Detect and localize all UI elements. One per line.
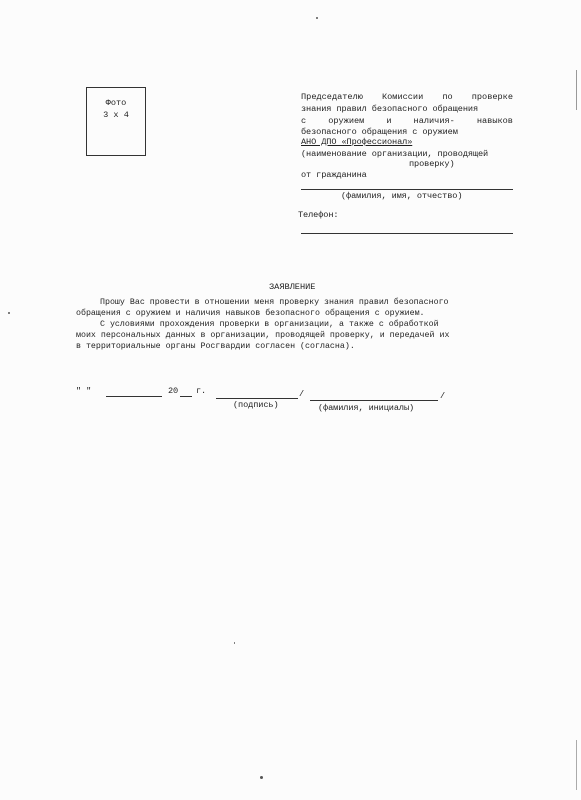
from-citizen-label: от гражданина [301,170,367,180]
citizen-name-line[interactable] [301,189,513,190]
phone-label: Телефон: [298,210,339,220]
header-text: оружием [328,116,365,126]
separator-slash: / [299,389,305,399]
scan-speck [234,642,235,644]
citizen-name-caption: (фамилия, имя, отчество) [341,191,463,201]
header-text: навыков [476,116,513,126]
header-text: с [301,116,307,126]
photo-label: Фото [105,98,127,108]
header-line-1 [301,92,513,102]
year-digits-line[interactable] [180,396,192,397]
signature-caption: (подпись) [233,400,279,410]
photo-size-label: 3 х 4 [103,110,129,120]
date-quote-marks: " " [76,386,92,396]
statement-title: ЗАЯВЛЕНИЕ [269,282,316,292]
scan-speck [260,776,263,779]
organization-caption-2: проверку) [409,159,455,169]
header-text: наличия- [413,116,455,126]
paragraph-1-line-2: обращения с оружием и наличия навыков безопасного обращения с оружием. [76,309,425,318]
organization-caption: (наименование организации, проводящей [301,149,489,159]
header-line-2: знания правил безопасного обращения [301,104,478,114]
date-month-line[interactable] [106,396,162,397]
year-prefix: 20 [168,386,179,396]
scan-speck [8,312,10,314]
photo-placeholder-box [86,87,146,156]
name-initials-line[interactable] [310,400,438,401]
paragraph-2-line-2: моих персональных данных в организации, проводящей проверку, и передачей их [76,331,450,340]
header-text: по [442,92,453,102]
header-text: Председателю [301,92,363,102]
paragraph-2-line-3: в территориальные органы Росгвардии согласен (согласна). [76,342,355,351]
paragraph-2-line-1: С условиями прохождения проверки в организации, а также с обработкой [100,320,439,329]
phone-line[interactable] [301,233,513,234]
header-text: Комиссии [381,92,424,102]
separator-slash: / [440,391,446,401]
signature-line[interactable] [216,398,298,399]
paragraph-1-line-1: Прошу Вас провести в отношении меня проверку знания правил безопасного [100,298,449,307]
scan-edge-mark [576,740,577,790]
scan-edge-mark [576,70,577,110]
header-line-4: безопасного обращения с оружием [301,127,458,137]
organization-name: АНО ДПО «Профессионал» [301,137,413,147]
year-suffix: г. [196,386,207,396]
name-initials-caption: (фамилия, инициалы) [318,403,415,413]
header-text: и [386,116,392,126]
header-line-3 [301,116,513,126]
scan-speck [316,17,318,19]
header-text: проверке [471,92,513,102]
